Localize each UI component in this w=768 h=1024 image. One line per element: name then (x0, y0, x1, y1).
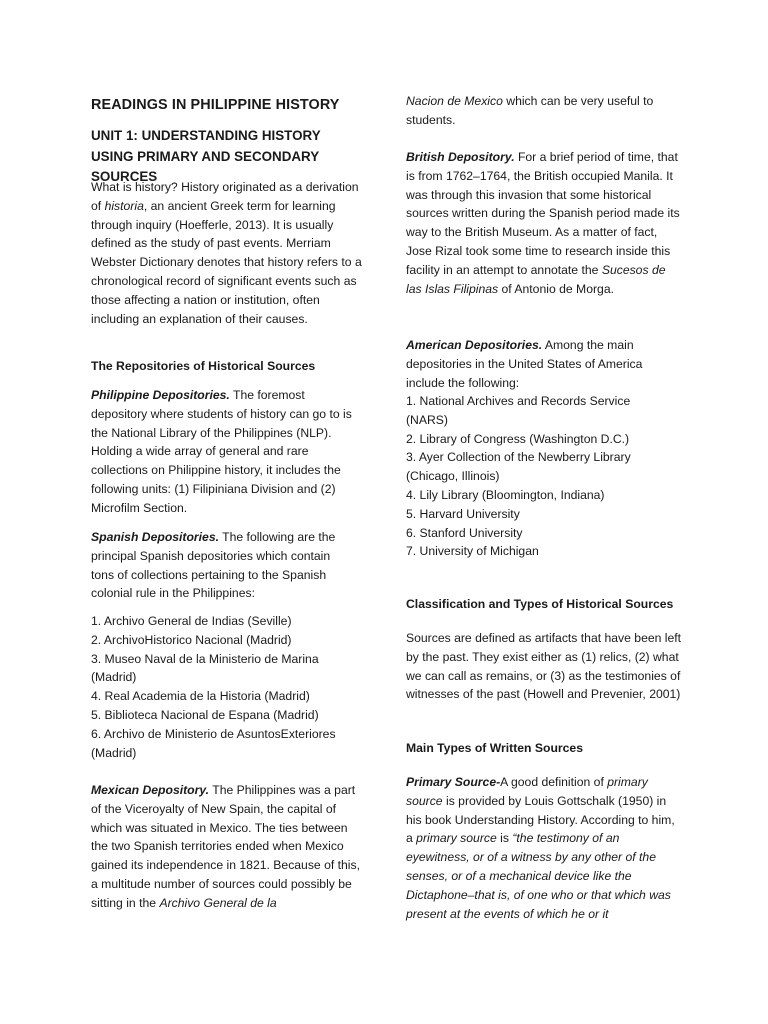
intro-term-historia: historia (104, 198, 144, 213)
list-item: 3. Ayer Collection of the Newberry Library (Chicago, Illinois) (406, 450, 631, 484)
intro-text-2: , an ancient Greek term for learning through inquiry (Hoefferle, 2013). It is usually defined as the study of past events. Merriam Webster Dictionary denotes that history refers to a chronological record of significant events such as those affecting a nation or institution, often including an explanation of their causes. (91, 198, 362, 326)
mexican-depository-continued (406, 92, 682, 130)
british-depository-text: For a brief period of time, that is from 1762–1764, the British occupied Manila. It was through this invasion that some historical sources written during the Spanish period made its way to the British Museum. As a matter of fact, Jose Rizal took some time to research inside this facility in an attempt to annotate the (406, 150, 680, 277)
mexican-archive-name-part-1: Archivo General de la (159, 895, 277, 910)
list-item: 5. Harvard University (406, 506, 520, 521)
primary-source-text-2: is provided by Louis Gottschalk (1950) in his book Understanding History. According to him, a (406, 793, 675, 846)
mexican-depository-paragraph (91, 781, 363, 913)
written-sources-heading: Main Types of Written Sources (406, 741, 583, 755)
primary-source-term-2: primary source (416, 831, 497, 846)
mexican-archive-name-part-2: Nacion de Mexico (406, 94, 503, 108)
intro-paragraph (91, 178, 363, 328)
spanish-depositories-paragraph (91, 528, 349, 603)
american-depositories-lead: American Depositories. (406, 338, 543, 352)
american-depositories-list (406, 392, 682, 561)
philippine-depositories-text: The foremost depository where students of history can go to is the National Library of the Philippines (NLP). Holding a wide array of general and rare collections on Philippine history, it includes the following units: (1) Filipiniana Division and (2) Microfilm Section. (91, 388, 352, 515)
list-item: 6. Stanford University (406, 525, 523, 540)
list-item: 7. University of Michigan (406, 544, 539, 559)
british-depository-lead: British Depository. (406, 150, 515, 164)
american-depositories-paragraph (406, 336, 644, 392)
list-item: 5. Biblioteca Nacional de Espana (Madrid) (91, 707, 319, 722)
list-item: 1. Archivo General de Indias (Seville) (91, 614, 292, 628)
primary-source-term-1: primary source (406, 775, 648, 808)
philippine-depositories-paragraph (91, 386, 363, 518)
mexican-depository-lead: Mexican Depository. (91, 783, 210, 797)
mexican-depository-text: The Philippines was a part of the Viceroyalty of New Spain, the capital of which was situated in Mexico. The ties between the two Spanish territories ended when Mexico gained its independence in 1821. Because of this, a multitude number of sources could possibly be sitting in the (91, 783, 360, 910)
british-depository-tail: of Antonio de Morga. (498, 281, 614, 296)
list-item: 2. Library of Congress (Washington D.C.) (406, 431, 630, 446)
classification-paragraph: Sources are defined as artifacts that have been left by the past. They exist either as (1) relics, (2) what we can call as remains, or (3) as the testimonies of witnesses of the past (Howell and Prevenier, 2001) (406, 631, 682, 702)
british-depository-paragraph (406, 148, 682, 298)
list-item: 3. Museo Naval de la Ministerio de Marina (Madrid) (91, 651, 319, 685)
primary-source-paragraph (406, 773, 678, 923)
list-item: 4. Lily Library (Bloomington, Indiana) (406, 487, 605, 502)
unit-title: UNIT 1: UNDERSTANDING HISTORY USING PRIMARY AND SECONDARY SOURCES (91, 128, 321, 184)
list-item: 2. ArchivoHistorico Nacional (Madrid) (91, 632, 292, 647)
philippine-depositories-lead: Philippine Depositories. (91, 388, 230, 402)
sucesos-title: Sucesos de las Islas Filipinas (406, 262, 666, 296)
spanish-depositories-list (91, 612, 363, 762)
repositories-heading: The Repositories of Historical Sources (91, 359, 316, 373)
primary-source-text-3: is (496, 831, 513, 846)
right-column (406, 0, 682, 1024)
classification-heading: Classification and Types of Historical Sources (406, 597, 674, 611)
primary-source-lead: Primary Source- (406, 775, 501, 789)
list-item: 1. National Archives and Records Service (NARS) (406, 394, 631, 427)
list-item: 6. Archivo de Ministerio de AsuntosExteriores (Madrid) (91, 726, 336, 760)
list-item: 4. Real Academia de la Historia (Madrid) (91, 689, 310, 704)
document-title: READINGS IN PHILIPPINE HISTORY (91, 97, 340, 113)
intro-text-1: What is history? History originated as a derivation of (91, 180, 359, 213)
mexican-depository-tail: which can be very useful to students. (406, 94, 654, 127)
spanish-depositories-lead: Spanish Depositories. (91, 530, 219, 544)
primary-source-text-1: A good definition of (500, 775, 608, 789)
gottschalk-quote: “the testimony of an eyewitness, or of a witness by any other of the senses, or of a mechanical device like the Dictaphone–that is, of one who or that which was present at the events of which he or it (406, 831, 671, 921)
spanish-depositories-text: The following are the principal Spanish depositories which contain tons of collections pertaining to the Spanish colonial rule in the Philippines: (91, 530, 336, 601)
american-depositories-text: Among the main depositories in the United States of America include the following: (406, 338, 643, 390)
left-column (91, 0, 363, 1024)
